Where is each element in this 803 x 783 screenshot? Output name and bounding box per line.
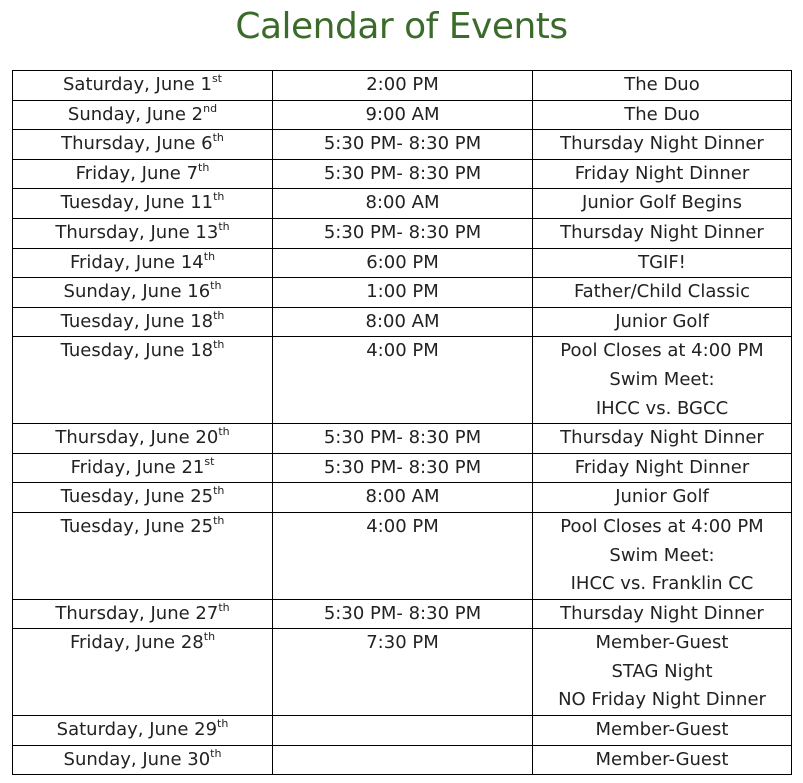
table-row: [13, 189, 792, 219]
event-time: 4:00 PM: [273, 337, 533, 424]
event-name-cell: [533, 159, 792, 189]
event-date: Friday, June 21: [70, 456, 205, 478]
event-name-cell: [533, 218, 792, 248]
event-date-cell: [13, 248, 273, 278]
date-ordinal-suffix: st: [204, 454, 215, 468]
event-date: Tuesday, June 18: [60, 310, 214, 332]
event-name: Thursday Night Dinner: [560, 221, 764, 243]
table-row: [13, 71, 792, 101]
event-name-cell: [533, 130, 792, 160]
event-date: Saturday, June 1: [63, 74, 212, 95]
event-date: Thursday, June 6: [61, 133, 213, 155]
date-ordinal-suffix: th: [203, 249, 216, 263]
event-name: The Duo: [624, 74, 700, 95]
event-date-cell: [13, 159, 273, 189]
event-date-cell: [13, 278, 273, 308]
event-time: 5:30 PM- 8:30 PM: [273, 130, 533, 160]
event-name-cell: [533, 745, 792, 775]
table-row: [13, 248, 792, 278]
table-row: [13, 599, 792, 629]
event-name: Junior Golf: [615, 486, 709, 508]
date-ordinal-suffix: th: [198, 160, 210, 174]
event-date: Sunday, June 2: [67, 103, 204, 125]
date-ordinal-suffix: th: [210, 746, 222, 760]
table-row: [13, 337, 792, 424]
event-time: [273, 716, 533, 746]
event-name-cell: [533, 453, 792, 483]
event-date: Thursday, June 13: [55, 221, 219, 243]
event-time: 7:30 PM: [273, 629, 533, 716]
event-date-cell: [13, 424, 273, 454]
event-date: Tuesday, June 25: [60, 486, 214, 508]
event-name-cell: [533, 424, 792, 454]
event-name: Friday Night Dinner: [574, 456, 750, 478]
event-name: Thursday Night Dinner: [560, 133, 764, 155]
date-ordinal-suffix: th: [218, 219, 230, 233]
table-row: [13, 716, 792, 746]
event-name-cell: [533, 512, 792, 599]
event-date-cell: [13, 71, 273, 101]
event-name-cell: [533, 71, 792, 101]
event-name-cell: [533, 599, 792, 629]
event-name: TGIF!: [638, 251, 686, 273]
event-name-cell: [533, 629, 792, 716]
event-date: Tuesday, June 11: [60, 192, 214, 214]
table-row: [13, 512, 792, 599]
event-time: [273, 745, 533, 775]
event-name: Swim Meet:: [609, 544, 715, 566]
event-name: Pool Closes at 4:00 PM: [560, 515, 764, 537]
event-name-cell: [533, 248, 792, 278]
event-name: IHCC vs. Franklin CC: [570, 573, 754, 595]
event-date: Thursday, June 20: [55, 427, 219, 449]
event-name: Friday Night Dinner: [574, 162, 750, 184]
event-name: Father/Child Classic: [573, 281, 751, 303]
event-date-cell: [13, 483, 273, 513]
event-date-cell: [13, 599, 273, 629]
date-ordinal-suffix: nd: [203, 101, 218, 115]
date-ordinal-suffix: th: [213, 190, 225, 204]
table-row: [13, 629, 792, 716]
event-name-cell: [533, 189, 792, 219]
table-row: [13, 483, 792, 513]
table-row: [13, 159, 792, 189]
event-name-cell: [533, 483, 792, 513]
event-name-cell: [533, 337, 792, 424]
event-time: 5:30 PM- 8:30 PM: [273, 159, 533, 189]
event-name-cell: [533, 716, 792, 746]
event-date: Friday, June 7: [75, 162, 199, 184]
event-date: Tuesday, June 18: [60, 340, 214, 362]
event-date-cell: [13, 716, 273, 746]
date-ordinal-suffix: st: [211, 72, 222, 85]
table-row: [13, 100, 792, 130]
event-date-cell: [13, 307, 273, 337]
page-title: Calendar of Events: [235, 6, 568, 47]
event-date: Saturday, June 29: [56, 719, 218, 741]
event-time: 8:00 AM: [273, 307, 533, 337]
table-row: [13, 453, 792, 483]
event-date-cell: [13, 100, 273, 130]
date-ordinal-suffix: th: [218, 425, 230, 439]
event-time: 4:00 PM: [273, 512, 533, 599]
date-ordinal-suffix: th: [218, 600, 230, 614]
event-date: Friday, June 28: [69, 632, 204, 654]
event-date-cell: [13, 629, 273, 716]
event-date-cell: [13, 218, 273, 248]
event-name: Pool Closes at 4:00 PM: [560, 340, 764, 362]
event-time: 5:30 PM- 8:30 PM: [273, 453, 533, 483]
table-row: [13, 218, 792, 248]
events-table: [12, 70, 792, 775]
event-name: IHCC vs. BGCC: [595, 397, 729, 419]
event-name: The Duo: [624, 103, 700, 125]
event-time: 6:00 PM: [273, 248, 533, 278]
event-date-cell: [13, 189, 273, 219]
event-date-cell: [13, 512, 273, 599]
event-time: 9:00 AM: [273, 100, 533, 130]
event-date: Friday, June 14: [69, 251, 204, 273]
event-date-cell: [13, 745, 273, 775]
table-row: [13, 278, 792, 308]
date-ordinal-suffix: th: [217, 717, 229, 731]
event-date: Sunday, June 30: [63, 748, 211, 770]
event-name: Thursday Night Dinner: [560, 427, 764, 449]
event-time: 5:30 PM- 8:30 PM: [273, 424, 533, 454]
event-date: Tuesday, June 25: [60, 515, 214, 537]
event-time: 8:00 AM: [273, 483, 533, 513]
event-name: STAG Night: [611, 660, 713, 682]
event-name-cell: [533, 100, 792, 130]
table-row: [13, 307, 792, 337]
event-name: Junior Golf Begins: [582, 192, 742, 214]
event-name: Member-Guest: [595, 748, 729, 770]
event-name: Swim Meet:: [609, 368, 715, 390]
event-date-cell: [13, 130, 273, 160]
event-time: 8:00 AM: [273, 189, 533, 219]
date-ordinal-suffix: th: [213, 484, 225, 498]
event-time: 5:30 PM- 8:30 PM: [273, 218, 533, 248]
event-name: Junior Golf: [615, 310, 709, 332]
event-time: 1:00 PM: [273, 278, 533, 308]
event-time: 2:00 PM: [273, 71, 533, 101]
event-date-cell: [13, 453, 273, 483]
event-name-cell: [533, 307, 792, 337]
date-ordinal-suffix: th: [212, 131, 224, 145]
event-name: Member-Guest: [595, 719, 729, 741]
event-name: Thursday Night Dinner: [560, 602, 764, 624]
table-row: [13, 130, 792, 160]
table-row: [13, 424, 792, 454]
event-name-cell: [533, 278, 792, 308]
table-row: [13, 745, 792, 775]
date-ordinal-suffix: th: [213, 308, 225, 322]
event-date: Sunday, June 16: [63, 281, 211, 303]
event-name: NO Friday Night Dinner: [558, 689, 766, 711]
date-ordinal-suffix: th: [203, 630, 216, 644]
event-name: Member-Guest: [595, 632, 729, 654]
events-table-body: [13, 71, 792, 775]
event-date-cell: [13, 337, 273, 424]
date-ordinal-suffix: th: [213, 338, 225, 352]
event-date: Thursday, June 27: [55, 602, 219, 624]
event-time: 5:30 PM- 8:30 PM: [273, 599, 533, 629]
date-ordinal-suffix: th: [210, 279, 222, 293]
date-ordinal-suffix: th: [213, 513, 225, 527]
